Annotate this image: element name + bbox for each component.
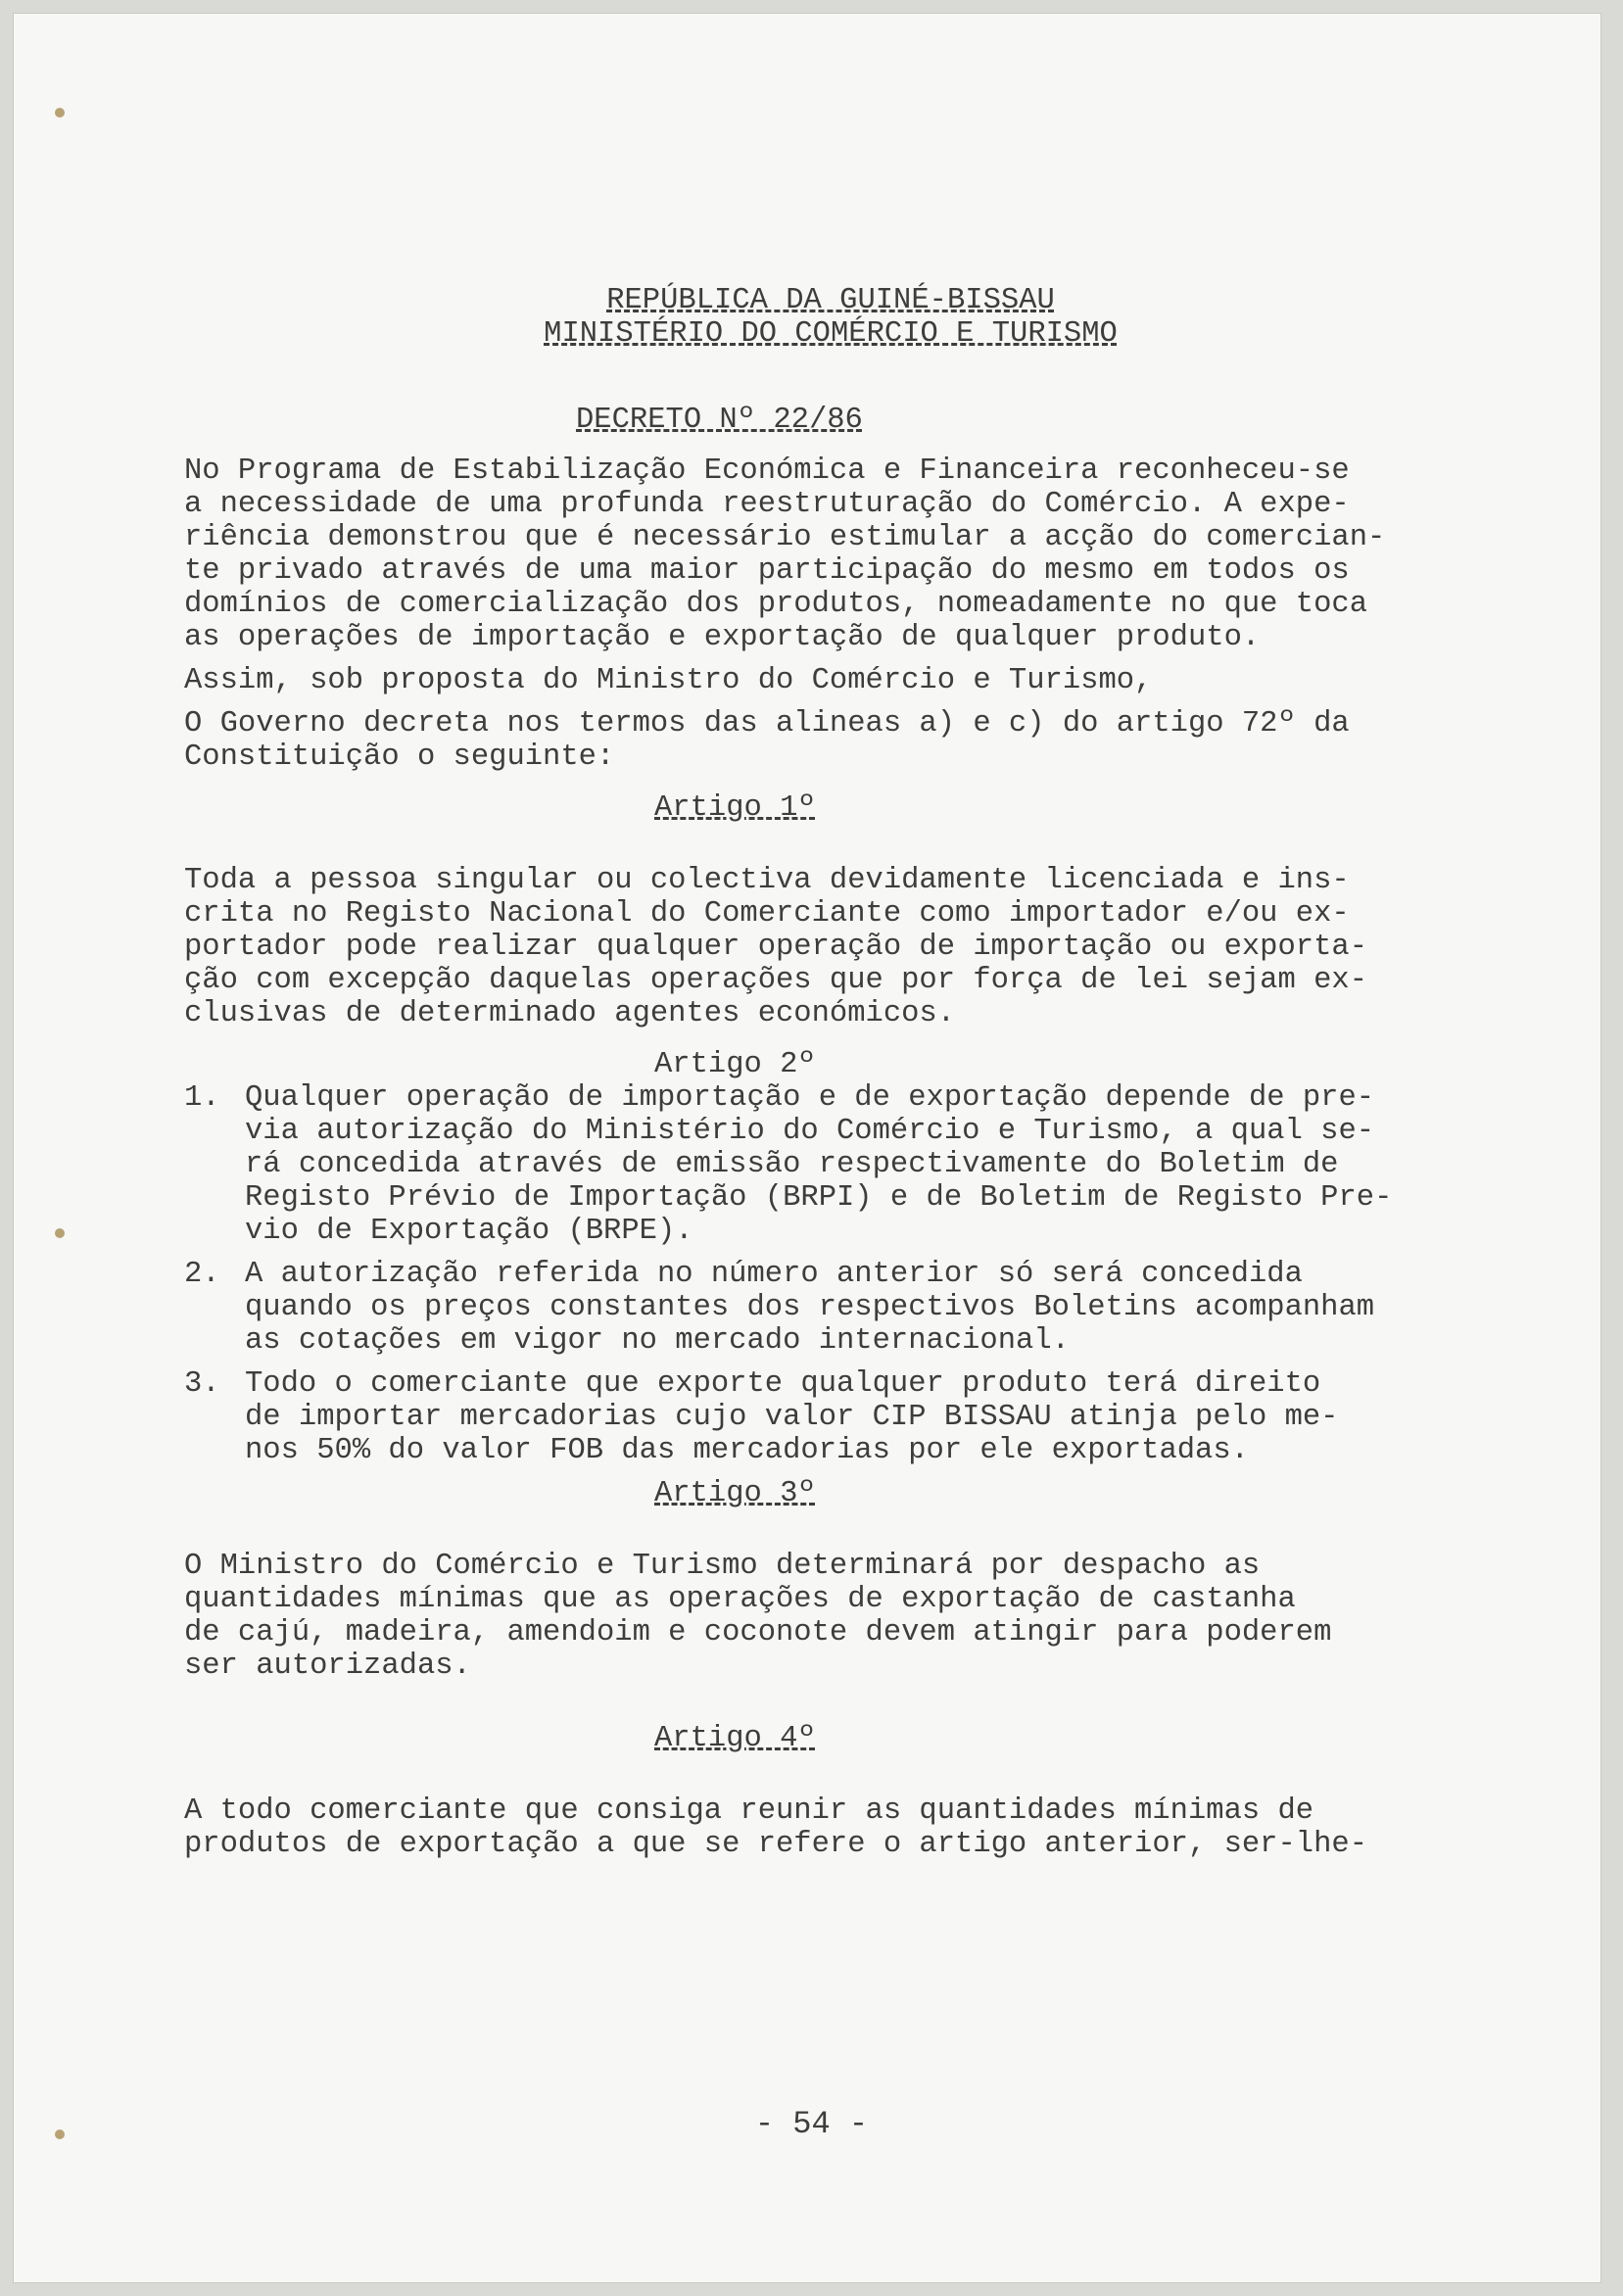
item-number: 1.	[184, 1081, 220, 1115]
item-text: Todo o comerciante que exporte qualquer produto terá direito de importar mercadorias cujo valor CIP BISSAU atinja pelo me- nos 50% do valor FOB das mercadorias por ele exportadas.	[245, 1367, 1339, 1467]
preamble-paragraph: No Programa de Estabilização Económica e Financeira reconheceu-se a necessidade de uma profunda reestruturação do Comércio. A expe- riência demonstrou que é necessário estimular a acção do comercian- te privado através de uma maior participação do mesmo em todos os domínios de comercialização dos produtos, nomeadamente no que toca as operações de importação e exportação de qualquer produto.	[184, 454, 1386, 654]
article-2-heading: Artigo 2º	[654, 1048, 816, 1081]
decree-text	[184, 284, 1487, 1861]
article-4-text: A todo comerciante que consiga reunir as quantidades mínimas de produtos de exportação a que se refere o artigo anterior, ser-lhe-	[184, 1794, 1367, 1861]
list-item	[184, 1258, 1487, 1358]
preamble-proposal: Assim, sob proposta do Ministro do Comércio e Turismo,	[184, 664, 1153, 697]
item-text: A autorização referida no número anterior só será concedida quando os preços constantes dos respectivos Boletins acompanham as cotações em vigor no mercado internacional.	[245, 1258, 1375, 1358]
binder-stain	[55, 1228, 65, 1238]
document-header	[292, 284, 1369, 351]
article-3-text: O Ministro do Comércio e Turismo determinará por despacho as quantidades mínimas que as operações de exportação de castanha de cajú, madeira, amendoim e coconote devem atingir para poderem ser autorizadas.	[184, 1550, 1332, 1683]
article-1-text: Toda a pessoa singular ou colectiva devidamente licenciada e ins- crita no Registo Nacional do Comerciante como importador e/ou ex- portador pode realizar qualquer operação de importação ou exporta- ção com excepção daquelas operações que por força de lei sejam ex- clusivas de determinado agentes económicos.	[184, 864, 1367, 1030]
item-text: Qualquer operação de importação e de exportação depende de pre- via autorização do Ministério do Comércio e Turismo, a qual se- rá concedida através de emissão respectivamente do Boletim de Registo Prévio de Importação (BRPI) e de Boletim de Registo Pre- vio de Exportação (BRPE).	[245, 1081, 1393, 1248]
article-3-heading: Artigo 3º	[654, 1477, 816, 1510]
header-ministry: MINISTÉRIO DO COMÉRCIO E TURISMO	[544, 317, 1118, 351]
article-2-list	[184, 1081, 1487, 1467]
list-item	[184, 1367, 1487, 1467]
article-1-heading: Artigo 1º	[654, 791, 816, 825]
decree-title: DECRETO Nº 22/86	[576, 404, 863, 437]
item-number: 3.	[184, 1367, 220, 1401]
item-number: 2.	[184, 1258, 220, 1291]
header-republic: REPÚBLICA DA GUINÉ-BISSAU	[606, 284, 1055, 317]
list-item	[184, 1081, 1487, 1248]
preamble-decree: O Governo decreta nos termos das alineas a) e c) do artigo 72º da Constituição o seguinte:	[184, 707, 1350, 774]
page-number: - 54 -	[754, 2106, 869, 2142]
binder-stain	[55, 108, 65, 118]
article-4-heading: Artigo 4º	[654, 1722, 816, 1755]
